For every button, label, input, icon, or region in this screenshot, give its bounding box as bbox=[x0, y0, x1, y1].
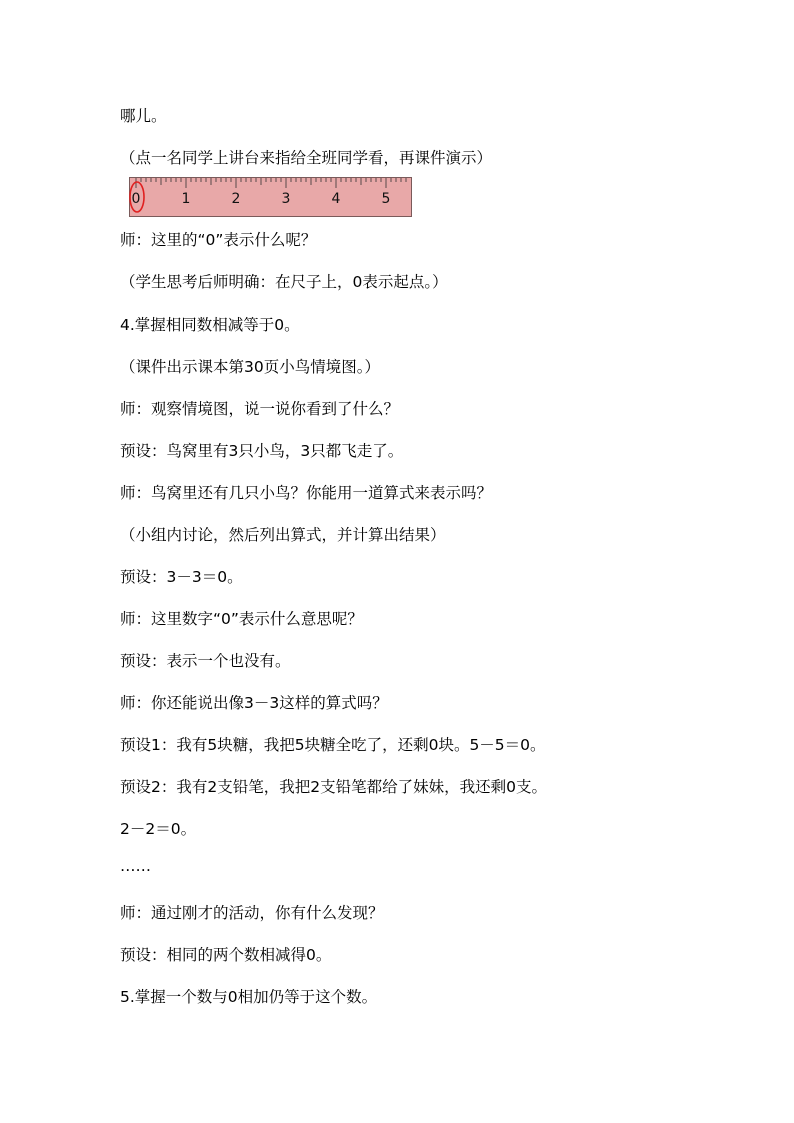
text-line: 师：通过刚才的活动，你有什么发现？ bbox=[120, 904, 384, 922]
text-line: 师：观察情境图，说一说你看到了什么？ bbox=[120, 400, 400, 418]
text-line: （课件出示课本第30页小鸟情境图。） bbox=[120, 358, 380, 376]
ruler-body bbox=[130, 178, 412, 217]
text-line: 师：这里数字“0”表示什么意思呢？ bbox=[120, 610, 363, 628]
text-line: 预设1：我有5块糖，我把5块糖全吃了，还剩0块。5－5＝0。 bbox=[120, 736, 546, 754]
text-line: 师：这里的“0”表示什么呢？ bbox=[120, 231, 317, 249]
ellipsis: …… bbox=[120, 857, 151, 875]
text-line: 预设：相同的两个数相减得0。 bbox=[120, 946, 332, 964]
text-line: 师：你还能说出像3－3这样的算式吗？ bbox=[120, 694, 388, 712]
text-line: 预设：表示一个也没有。 bbox=[120, 652, 291, 670]
text-line: 4.掌握相同数相减等于0。 bbox=[120, 316, 300, 334]
text-line: 师：鸟窝里还有几只小鸟？你能用一道算式来表示吗？ bbox=[120, 484, 493, 502]
text-line: （点一名同学上讲台来指给全班同学看，再课件演示） bbox=[120, 149, 493, 167]
ruler-label: 4 bbox=[331, 191, 341, 207]
text-line: 哪儿。 bbox=[120, 107, 167, 125]
ruler-label: 5 bbox=[381, 191, 391, 207]
text-line: （学生思考后师明确：在尺子上，0表示起点。） bbox=[120, 273, 448, 291]
text-line: 5.掌握一个数与0相加仍等于这个数。 bbox=[120, 988, 378, 1006]
ruler-label: 1 bbox=[181, 191, 191, 207]
text-line: （小组内讨论，然后列出算式，并计算出结果） bbox=[120, 526, 446, 544]
text-line: 预设：3－3＝0。 bbox=[120, 568, 243, 586]
ruler-label: 0 bbox=[131, 191, 141, 207]
ruler-label: 2 bbox=[231, 191, 241, 207]
text-line: 预设2：我有2支铅笔，我把2支铅笔都给了妹妹，我还剩0支。 bbox=[120, 778, 547, 796]
ruler-svg bbox=[129, 177, 412, 217]
text-line: 预设：鸟窝里有3只小鸟，3只都飞走了。 bbox=[120, 442, 404, 460]
text-line: 2－2＝0。 bbox=[120, 820, 197, 838]
ruler-label: 3 bbox=[281, 191, 291, 207]
ruler-figure bbox=[129, 177, 412, 217]
